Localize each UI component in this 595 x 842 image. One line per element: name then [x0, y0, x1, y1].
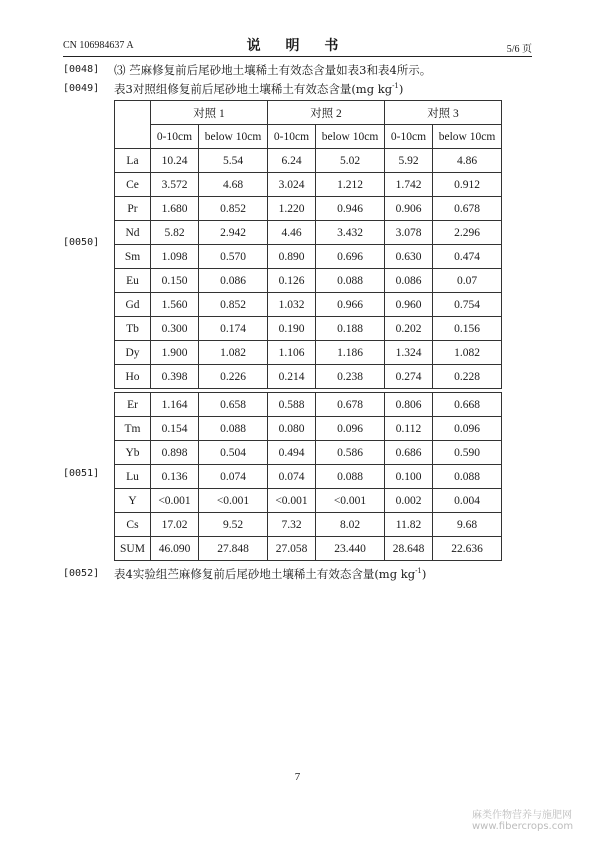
value-cell: 0.088: [199, 417, 268, 441]
value-cell: <0.001: [316, 489, 385, 513]
table-row: [115, 393, 502, 417]
value-cell: 0.300: [151, 317, 199, 341]
table3-caption-close: ): [398, 82, 404, 96]
table-row: [115, 341, 502, 365]
paragraph-number-0050: [0050]: [63, 237, 100, 248]
table4-caption-text: 表4实验组苎麻修复前后尾砂地土壤稀土有效态含量(mg kg: [114, 567, 416, 581]
value-cell: 0.100: [385, 465, 433, 489]
element-name-cell: Pr: [115, 197, 151, 221]
value-cell: 0.946: [316, 197, 385, 221]
value-cell: 6.24: [268, 149, 316, 173]
value-cell: 1.082: [433, 341, 502, 365]
value-cell: 22.636: [433, 537, 502, 561]
value-cell: 0.214: [268, 365, 316, 389]
group-header-cell: 对照 2: [268, 101, 385, 125]
value-cell: 0.088: [316, 465, 385, 489]
value-cell: 1.106: [268, 341, 316, 365]
value-cell: 27.848: [199, 537, 268, 561]
value-cell: 0.274: [385, 365, 433, 389]
value-cell: 4.46: [268, 221, 316, 245]
value-cell: 0.126: [268, 269, 316, 293]
element-name-cell: Dy: [115, 341, 151, 365]
value-cell: 1.560: [151, 293, 199, 317]
value-cell: 0.086: [385, 269, 433, 293]
value-cell: 0.668: [433, 393, 502, 417]
group-header-cell: 对照 3: [385, 101, 502, 125]
value-cell: 0.088: [433, 465, 502, 489]
value-cell: 1.212: [316, 173, 385, 197]
value-cell: 0.228: [433, 365, 502, 389]
value-cell: 46.090: [151, 537, 199, 561]
value-cell: 5.92: [385, 149, 433, 173]
page-indicator: 5/6 页: [506, 44, 532, 55]
value-cell: 2.942: [199, 221, 268, 245]
element-name-cell: Tb: [115, 317, 151, 341]
paragraph-0048-text: ⑶ 苎麻修复前后尾砂地土壤稀土有效态含量如表3和表4所示。: [114, 63, 432, 77]
paragraph-number-0051: [0051]: [63, 468, 100, 479]
table3-caption: [114, 81, 403, 97]
element-name-cell: Cs: [115, 513, 151, 537]
value-cell: 0.504: [199, 441, 268, 465]
value-cell: 0.678: [433, 197, 502, 221]
table-row: [115, 173, 502, 197]
element-name-cell: Gd: [115, 293, 151, 317]
value-cell: 1.220: [268, 197, 316, 221]
value-cell: 4.68: [199, 173, 268, 197]
element-name-cell: Yb: [115, 441, 151, 465]
value-cell: 0.678: [316, 393, 385, 417]
watermark-site-url: www.fibercrops.com: [472, 821, 574, 832]
value-cell: 1.900: [151, 341, 199, 365]
patent-number: CN 106984637 A: [63, 40, 134, 51]
table-row: [115, 317, 502, 341]
element-name-cell: Eu: [115, 269, 151, 293]
element-name-cell: Tm: [115, 417, 151, 441]
value-cell: 0.494: [268, 441, 316, 465]
value-cell: 7.32: [268, 513, 316, 537]
value-cell: 0.002: [385, 489, 433, 513]
table-row: [115, 465, 502, 489]
table-row: [115, 441, 502, 465]
value-cell: 1.032: [268, 293, 316, 317]
watermark-site-name: 麻类作物营养与施肥网: [472, 810, 572, 821]
table4-caption: [114, 566, 426, 582]
table-group-header-row: [115, 101, 502, 125]
value-cell: 3.078: [385, 221, 433, 245]
table-row: [115, 293, 502, 317]
value-cell: 0.852: [199, 293, 268, 317]
table4-caption-close: ): [421, 567, 427, 581]
value-cell: 1.680: [151, 197, 199, 221]
value-cell: 0.686: [385, 441, 433, 465]
value-cell: 0.074: [199, 465, 268, 489]
depth-header-cell: 0-10cm: [268, 125, 316, 149]
table-row: [115, 149, 502, 173]
value-cell: 27.058: [268, 537, 316, 561]
table-row: [115, 365, 502, 389]
value-cell: 10.24: [151, 149, 199, 173]
value-cell: 0.630: [385, 245, 433, 269]
value-cell: 0.588: [268, 393, 316, 417]
value-cell: 0.096: [433, 417, 502, 441]
page-number: 7: [294, 771, 301, 783]
element-name-cell: Ho: [115, 365, 151, 389]
value-cell: 1.186: [316, 341, 385, 365]
element-name-cell: La: [115, 149, 151, 173]
table-row: [115, 537, 502, 561]
value-cell: 0.004: [433, 489, 502, 513]
value-cell: 0.190: [268, 317, 316, 341]
value-cell: 0.096: [316, 417, 385, 441]
value-cell: 0.898: [151, 441, 199, 465]
value-cell: 0.570: [199, 245, 268, 269]
value-cell: 1.164: [151, 393, 199, 417]
paragraph-number-0048: [0048]: [63, 64, 100, 75]
value-cell: 11.82: [385, 513, 433, 537]
value-cell: 0.150: [151, 269, 199, 293]
value-cell: 0.398: [151, 365, 199, 389]
value-cell: 3.572: [151, 173, 199, 197]
value-cell: 0.174: [199, 317, 268, 341]
value-cell: 4.86: [433, 149, 502, 173]
value-cell: 0.590: [433, 441, 502, 465]
table-depth-header-row: [115, 125, 502, 149]
header-rule: [63, 56, 532, 57]
element-name-cell: Sm: [115, 245, 151, 269]
document-title: 说 明 书: [246, 38, 349, 54]
value-cell: 1.324: [385, 341, 433, 365]
table-row: [115, 489, 502, 513]
value-cell: 0.754: [433, 293, 502, 317]
table-row: [115, 221, 502, 245]
value-cell: 0.966: [316, 293, 385, 317]
table-row: [115, 513, 502, 537]
paragraph-number-0049: [0049]: [63, 83, 100, 94]
rare-earth-table-part1: [114, 100, 502, 389]
table3-caption-exponent: -1: [392, 82, 399, 91]
value-cell: 0.806: [385, 393, 433, 417]
element-name-cell: Nd: [115, 221, 151, 245]
value-cell: <0.001: [268, 489, 316, 513]
value-cell: 3.432: [316, 221, 385, 245]
value-cell: 0.154: [151, 417, 199, 441]
value-cell: <0.001: [151, 489, 199, 513]
depth-header-cell: below 10cm: [199, 125, 268, 149]
value-cell: 0.086: [199, 269, 268, 293]
value-cell: 0.080: [268, 417, 316, 441]
value-cell: 0.074: [268, 465, 316, 489]
value-cell: 1.742: [385, 173, 433, 197]
group-header-cell: 对照 1: [151, 101, 268, 125]
value-cell: 8.02: [316, 513, 385, 537]
value-cell: 5.54: [199, 149, 268, 173]
table-row: [115, 197, 502, 221]
value-cell: 1.098: [151, 245, 199, 269]
table3-caption-text: 表3对照组修复前后尾砂地土壤稀土有效态含量(mg kg: [114, 82, 393, 96]
value-cell: 0.912: [433, 173, 502, 197]
depth-header-cell: below 10cm: [316, 125, 385, 149]
value-cell: 3.024: [268, 173, 316, 197]
element-name-cell: Lu: [115, 465, 151, 489]
value-cell: 5.82: [151, 221, 199, 245]
rare-earth-table-part2: [114, 392, 502, 561]
value-cell: 2.296: [433, 221, 502, 245]
element-name-cell: Ce: [115, 173, 151, 197]
table4-caption-exponent: -1: [415, 567, 422, 576]
value-cell: 0.136: [151, 465, 199, 489]
table-row: [115, 269, 502, 293]
element-name-cell: Er: [115, 393, 151, 417]
value-cell: 0.188: [316, 317, 385, 341]
value-cell: 0.156: [433, 317, 502, 341]
depth-header-cell: 0-10cm: [385, 125, 433, 149]
value-cell: 0.238: [316, 365, 385, 389]
value-cell: 0.07: [433, 269, 502, 293]
value-cell: 0.852: [199, 197, 268, 221]
value-cell: <0.001: [199, 489, 268, 513]
value-cell: 9.52: [199, 513, 268, 537]
value-cell: 0.226: [199, 365, 268, 389]
value-cell: 0.696: [316, 245, 385, 269]
element-name-cell: SUM: [115, 537, 151, 561]
table-corner-cell: [115, 101, 151, 149]
value-cell: 0.890: [268, 245, 316, 269]
value-cell: 5.02: [316, 149, 385, 173]
value-cell: 0.202: [385, 317, 433, 341]
value-cell: 0.474: [433, 245, 502, 269]
value-cell: 23.440: [316, 537, 385, 561]
depth-header-cell: below 10cm: [433, 125, 502, 149]
value-cell: 0.112: [385, 417, 433, 441]
depth-header-cell: 0-10cm: [151, 125, 199, 149]
value-cell: 0.906: [385, 197, 433, 221]
value-cell: 17.02: [151, 513, 199, 537]
value-cell: 0.960: [385, 293, 433, 317]
value-cell: 0.586: [316, 441, 385, 465]
table-row: [115, 417, 502, 441]
element-name-cell: Y: [115, 489, 151, 513]
value-cell: 28.648: [385, 537, 433, 561]
value-cell: 9.68: [433, 513, 502, 537]
value-cell: 1.082: [199, 341, 268, 365]
value-cell: 0.658: [199, 393, 268, 417]
table-row: [115, 245, 502, 269]
value-cell: 0.088: [316, 269, 385, 293]
paragraph-number-0052: [0052]: [63, 568, 100, 579]
page-header: [0, 0, 595, 56]
